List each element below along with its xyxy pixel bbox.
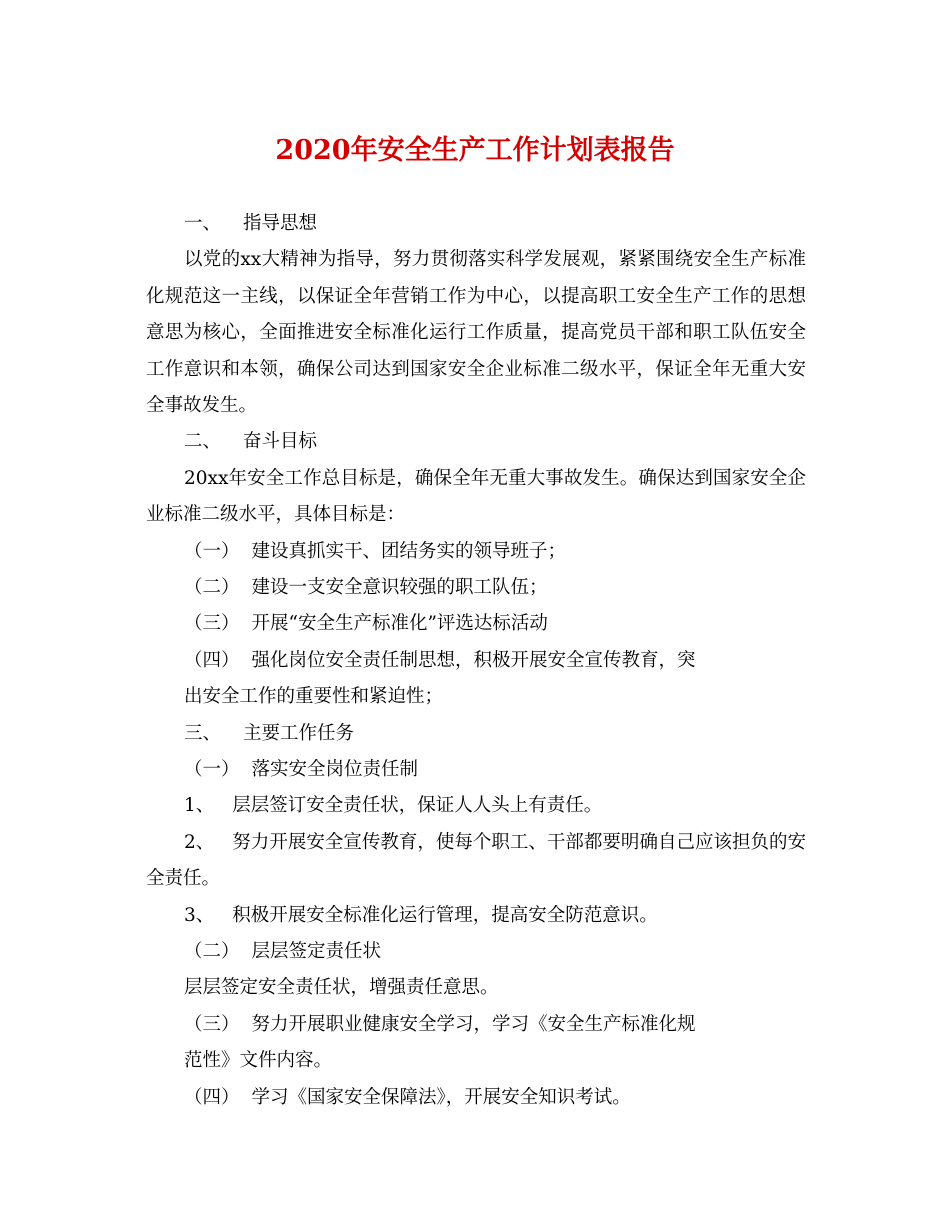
goal-item [146,606,806,642]
goal-number: （四） [184,649,240,671]
goal-item-continuation: 出安全工作的重要性和紧迫性； [184,686,444,708]
goal-item [146,534,806,570]
task-text: 努力开展职业健康安全学习，学习《安全生产标准化规 [251,1013,696,1035]
section-number: 一、 [184,213,222,234]
goal-number: （一） [184,540,240,562]
sub-item-text: 层层签订安全责任状，保证人人头上有责任。 [232,795,603,817]
goal-text: 开展“安全生产标准化”评选达标活动 [251,613,548,635]
section-heading-2 [146,424,806,460]
task-heading [146,1007,806,1043]
section-heading-text: 主要工作任务 [243,722,355,744]
task-sub-item [146,898,806,934]
paragraph-guiding-thought: 以党的xx大精神为指导，努力贯彻落实科学发展观，紧紧围绕安全生产标准化规范这一主线，以保证全年营销工作为中心，以提高职工安全生产工作的思想意思为核心，全面推进安全标准化运行工作质量，提高党员干部和职工队伍安全工作意识和本领，确保公司达到国家安全企业标准二级水平，保证全年无重大安全事故发生。 [146,249,806,417]
goal-item [146,570,806,606]
goal-text: 强化岗位安全责任制思想，积极开展安全宣传教育，突 [251,649,696,671]
document-title: 2020年安全生产工作计划表报告 [275,135,675,166]
goal-number: （三） [184,613,240,635]
goal-text: 建设真抓实干、团结务实的领导班子； [251,540,567,562]
section-heading-1 [146,206,806,242]
task-text: 落实安全岗位责任制 [251,758,419,780]
task-body: 层层签定安全责任状，增强责任意思。 [184,977,499,999]
task-number: （二） [184,940,240,962]
sub-item-number: 3、 [184,904,215,926]
task-text: 学习《国家安全保障法》，开展安全知识考试。 [251,1086,631,1108]
task-number: （三） [184,1013,240,1035]
sub-item-text: 积极开展安全标准化运行管理，提高安全防范意识。 [232,904,658,926]
task-sub-item [146,788,806,824]
task-number: （一） [184,758,240,780]
task-sub-item [146,825,806,898]
goal-text: 建设一支安全意识较强的职工队伍； [251,577,548,599]
paragraph-goals: 20xx年安全工作总目标是，确保全年无重大事故发生。确保达到国家安全企业标准二级水平，具体目标是： [146,467,806,526]
section-heading-text: 奋斗目标 [243,431,318,453]
goal-item [146,643,806,679]
task-number: （四） [184,1086,240,1108]
section-heading-text: 指导思想 [243,213,318,234]
task-text: 层层签定责任状 [251,940,382,962]
sub-item-number: 1、 [184,795,215,817]
task-heading [146,752,806,788]
document-body [146,206,806,1116]
task-heading [146,934,806,970]
task-heading [146,1080,806,1116]
goal-number: （二） [184,577,240,599]
sub-item-number: 2、 [184,831,215,853]
section-number: 二、 [184,431,222,453]
task-continuation: 范性》文件内容。 [184,1050,333,1072]
section-number: 三、 [184,722,222,744]
section-heading-3 [146,716,806,752]
sub-item-text: 努力开展安全宣传教育，使每个职工、干部都要明确自己应该担负的安全责任。 [146,831,806,890]
